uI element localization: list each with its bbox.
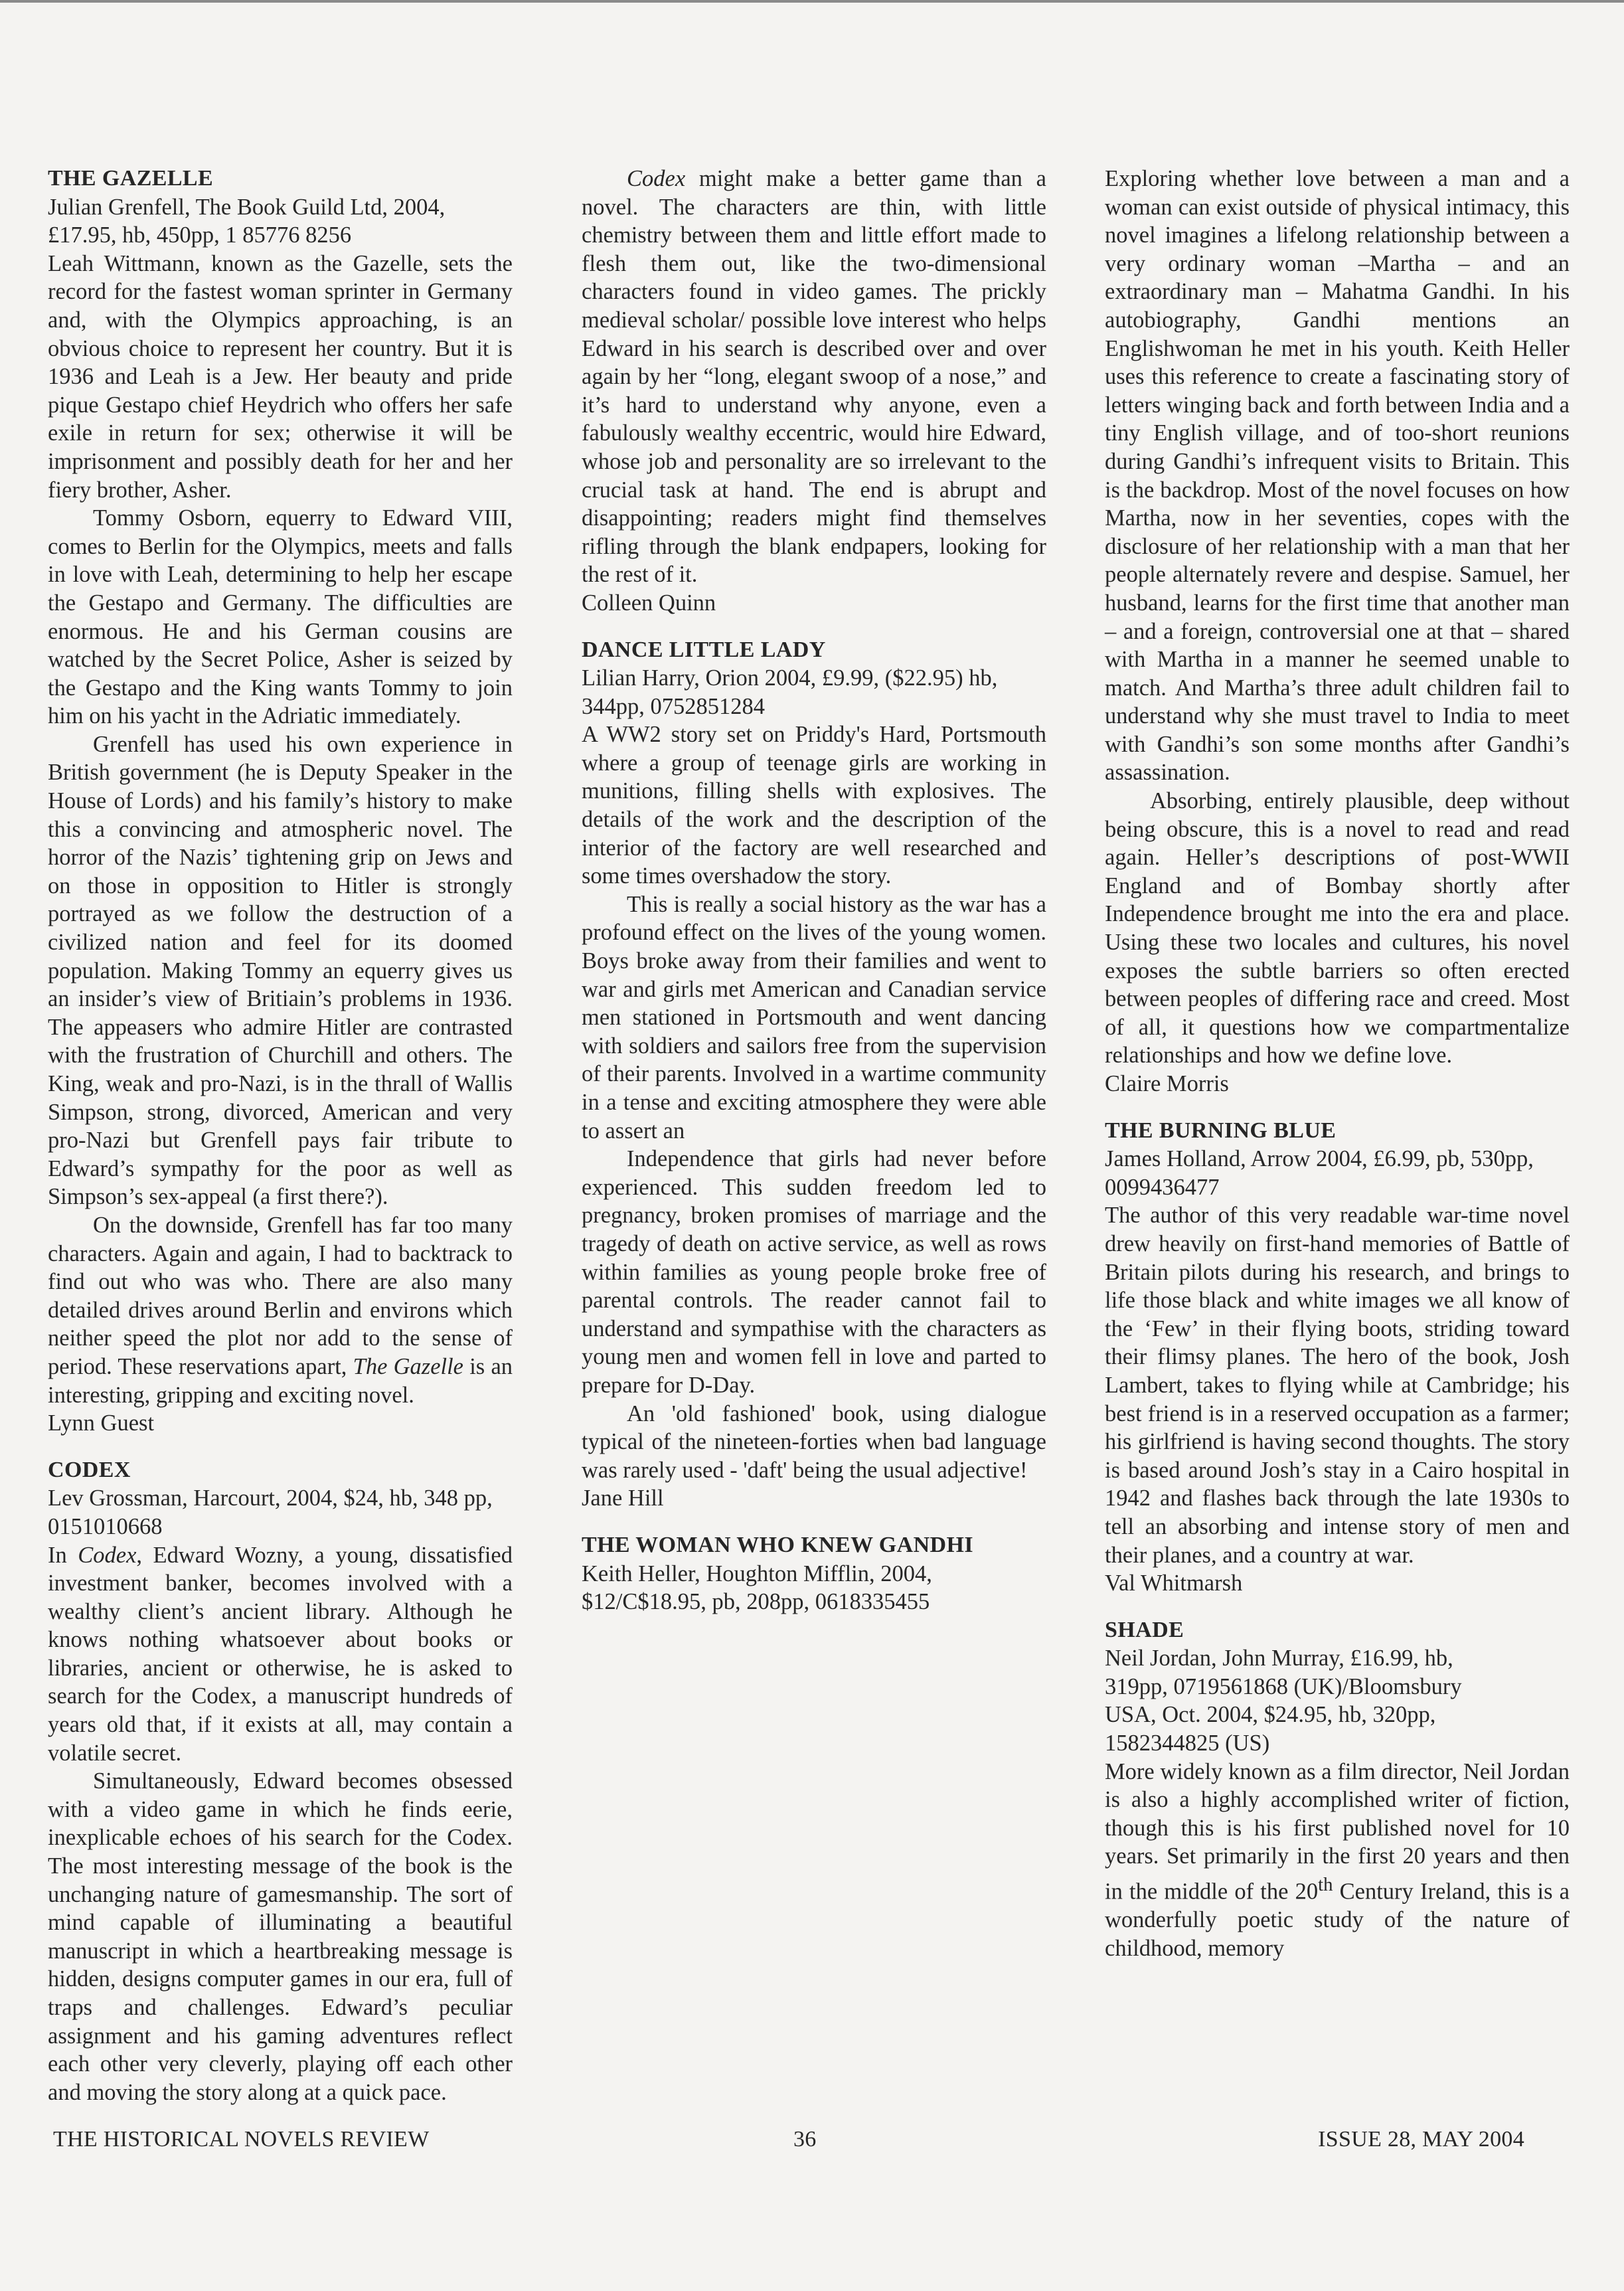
review-the-burning-blue	[1105, 1117, 1570, 1598]
review-dance-little-lady	[582, 636, 1046, 1513]
review-title: CODEX	[48, 1457, 131, 1482]
text-run: Century Ireland, this is a wonderfully poetic study of the nature of childhood, memory	[1105, 1879, 1570, 1961]
review-codex-continued	[582, 165, 1046, 618]
review-bibliographic-info: Lilian Harry, Orion 2004, £9.99, ($22.95) hb, 344pp, 0752851284	[582, 665, 998, 719]
text-run: might make a better game than a novel. The characters are thin, with little chemistry between them and little effort made to flesh them out, like the two-dimensional characters found in video games. The prickly medieval scholar/ possible love interest who helps Edward in his search is described over and over again by her “long, elegant swoop of a nose,” and it’s hard to understand why anyone, even a fabulously wealthy eccentric, would hire Edward, whose job and personality are so irrelevant to the crucial task at hand. The end is abrupt and disappointing; readers might find themselves rifling through the blank endpapers, looking for the rest of it.	[582, 166, 1046, 588]
review-paragraph	[1105, 1758, 1570, 1963]
reviewer-name: Claire Morris	[1105, 1071, 1229, 1096]
review-paragraph	[48, 1541, 513, 1768]
review-paragraph: Independence that girls had never before experienced. This sudden freedom led to pregnancy, broken promises of marriage and the tragedy of death on active service, as well as rows within families as young people broke free of parental controls. The reader cannot fail to understand and sympathise with the characters as young men and women fell in love and parted to prepare for D-Day.	[582, 1146, 1046, 1398]
review-title: DANCE LITTLE LADY	[582, 637, 826, 662]
review-paragraph	[48, 1211, 513, 1409]
reviewer-name: Lynn Guest	[48, 1410, 155, 1436]
review-title: THE BURNING BLUE	[1105, 1118, 1337, 1143]
review-paragraph: Absorbing, entirely plausible, deep without being obscure, this is a novel to read and read again. Heller’s descriptions of post-WWII England and of Bombay shortly after Independence brought me into the era and place. Using these two locales and cultures, his novel exposes the subtle barriers so often erected between peoples of differing race and creed. Most of all, it questions how we compartmentalize relationships and how we define love.	[1105, 788, 1570, 1068]
reviewer-name: Jane Hill	[582, 1485, 664, 1511]
reviewer-name: Colleen Quinn	[582, 590, 716, 616]
review-paragraph: The author of this very readable war-time novel drew heavily on first-hand memories of Battle of Britain pilots during his research, and brings to life those black and white images we all know of the ‘Few’ in their flying boots, striding toward their flimsy planes. The hero of the book, Josh Lambert, takes to flying while at Cambridge; his best friend is in a reserved occupation as a farmer; his girlfriend is having second thoughts. The story is based around Josh’s stay in a Cairo hospital in 1942 and flashes back through the late 1930s to tell an absorbing and intense story of men and their planes, and a country at war.	[1105, 1203, 1570, 1568]
biblio-line: USA, Oct. 2004, $24.95, hb, 320pp,	[1105, 1702, 1436, 1728]
review-paragraph: Leah Wittmann, known as the Gazelle, sets the record for the fastest woman sprinter in Germany and, with the Olympics approaching, is an obvious choice to represent her country. But it is 1936 and Leah is a Jew. Her beauty and pride pique Gestapo chief Heydrich who offers her safe exile in return for sex; otherwise it will be imprisonment and possibly death for her and her fiery brother, Asher.	[48, 250, 513, 503]
review-paragraph: An 'old fashioned' book, using dialogue typical of the nineteen-forties when bad language was rarely used - 'daft' being the usual adjective!	[582, 1400, 1046, 1483]
text-run: On the downside, Grenfell has far too many characters. Again and again, I had to backtrack to find out who was who. There are also many detailed drives around Berlin and environs which neither speed the plot nor add to the sense of period. These reservations apart,	[48, 1212, 513, 1379]
text-run: , Edward Wozny, a young, dissatisfied investment banker, becomes involved with a wealthy client’s ancient library. Although he knows nothing whatsoever about books or libraries, ancient or otherwise, he is asked to search for the Codex, a manuscript hundreds of years old that, if it exists at all, may contain a volatile secret.	[48, 1542, 513, 1766]
reviewer-name: Val Whitmarsh	[1105, 1570, 1243, 1596]
review-the-gazelle	[48, 165, 513, 1438]
footer-publication-name: THE HISTORICAL NOVELS REVIEW	[53, 2127, 430, 2152]
review-bibliographic-info: Lev Grossman, Harcourt, 2004, $24, hb, 348 pp, 0151010668	[48, 1485, 493, 1539]
review-title: THE GAZELLE	[48, 166, 214, 191]
review-paragraph	[582, 165, 1046, 589]
review-bibliographic-info: James Holland, Arrow 2004, £6.99, pb, 530pp, 0099436477	[1105, 1146, 1534, 1200]
footer-issue-date: ISSUE 28, MAY 2004	[1318, 2127, 1524, 2152]
book-title-italic: Codex	[78, 1542, 137, 1568]
review-shade	[1105, 1616, 1570, 1963]
review-title: THE WOMAN WHO KNEW GANDHI	[582, 1532, 973, 1557]
biblio-line: 319pp, 0719561868 (UK)/Bloomsbury	[1105, 1673, 1462, 1699]
biblio-line: 1582344825 (US)	[1105, 1731, 1270, 1756]
text-run: In	[48, 1542, 78, 1568]
review-woman-who-knew-gandhi-body	[1105, 165, 1570, 1098]
book-title-italic: The Gazelle	[353, 1353, 463, 1379]
text-run: More widely known as a film director, Neil Jordan is also a highly accomplished writer of fiction, though this is his first published novel for 10 years. Set primarily in the first 20 years and then in the middle of the 20	[1105, 1758, 1570, 1905]
text-run: is an interesting, gripping and exciting novel.	[48, 1353, 513, 1408]
top-rule	[0, 0, 1624, 3]
footer-page-number: 36	[793, 2127, 817, 2152]
review-paragraph: Tommy Osborn, equerry to Edward VIII, comes to Berlin for the Olympics, meets and falls in love with Leah, determining to help her escape the Gestapo and Germany. The difficulties are enormous. He and his German cousins are watched by the Secret Police, Asher is seized by the Gestapo and the King wants Tommy to join him on his yacht in the Adriatic immediately.	[48, 505, 513, 729]
book-title-italic: Codex	[627, 166, 686, 191]
review-woman-who-knew-gandhi	[582, 1531, 1046, 1616]
review-paragraph: Simultaneously, Edward becomes obsessed with a video game in which he finds eerie, inexplicable echoes of his search for the Codex. The most interesting message of the book is the unchanging nature of gamesmanship. The sort of mind capable of illuminating a beautiful manuscript in which a heartbreaking message is hidden, designs computer games in our era, full of traps and challenges. Edward’s peculiar assignment and his gaming adventures reflect each other very cleverly, playing off each other and moving the story along at a quick pace.	[48, 1768, 513, 2105]
biblio-line: Neil Jordan, John Murray, £16.99, hb,	[1105, 1646, 1453, 1671]
column-right	[1105, 165, 1570, 1962]
review-bibliographic-info	[1105, 1644, 1570, 1757]
review-paragraph: Grenfell has used his own experience in British government (he is Deputy Speaker in the House of Lords) and his family’s history to make this a convincing and atmospheric novel. The horror of the Nazis’ tightening grip on Jews and on those in opposition to Hitler is strongly portrayed as we follow the destruction of a civilized nation and feel for its doomed population. Making Tommy an equerry gives us an insider’s view of Britiain’s problems in 1936. The appeasers who admire Hitler are contrasted with the frustration of Churchill and others. The King, weak and pro-Nazi, is in the thrall of Wallis Simpson, strong, divorced, American and very pro-Nazi but Grenfell pays fair tribute to Edward’s sympathy for the poor as well as Simpson’s sex-appeal (a first there?).	[48, 731, 513, 1210]
column-left	[48, 165, 513, 2106]
review-paragraph: A WW2 story set on Priddy's Hard, Portsmouth where a group of teenage girls are working in munitions, filling shells with explosives. The details of the work and the description of the interior of the factory are well researched and some times overshadow the story.	[582, 722, 1046, 889]
review-codex	[48, 1456, 513, 2107]
column-middle	[582, 165, 1046, 1616]
review-bibliographic-info: Keith Heller, Houghton Mifflin, 2004, $12/C$18.95, pb, 208pp, 0618335455	[582, 1561, 932, 1615]
review-title: SHADE	[1105, 1617, 1184, 1642]
review-bibliographic-info: Julian Grenfell, The Book Guild Ltd, 2004, £17.95, hb, 450pp, 1 85776 8256	[48, 194, 446, 248]
review-paragraph: This is really a social history as the war has a profound effect on the lives of the young women. Boys broke away from their families and went to war and girls met American and Canadian service men stationed in Portsmouth and went dancing with soldiers and sailors free from the supervision of their parents. Involved in a wartime community in a tense and exciting atmosphere they were able to assert an	[582, 891, 1046, 1144]
superscript: th	[1318, 1874, 1333, 1896]
review-paragraph: Exploring whether love between a man and a woman can exist outside of physical intimacy, this novel imagines a lifelong relationship between a very ordinary woman –Martha – and an extraordinary man – Mahatma Gandhi. In his autobiography, Gandhi mentions an Englishwoman he met in his youth. Keith Heller uses this reference to create a fascinating story of letters winging back and forth between India and a tiny English village, and of too-short reunions during Gandhi’s infrequent visits to Britain. This is the backdrop. Most of the novel focuses on how Martha, now in her seventies, copes with the disclosure of her relationship with a man that her people alternately revere and despise. Samuel, her husband, learns for the first time that another man – and a foreign, controversial one at that – shared with Martha in a manner he seemed unable to match. And Martha’s three adult children fail to understand why she must travel to India to meet with Gandhi’s son some months after Gandhi’s assassination.	[1105, 166, 1570, 786]
